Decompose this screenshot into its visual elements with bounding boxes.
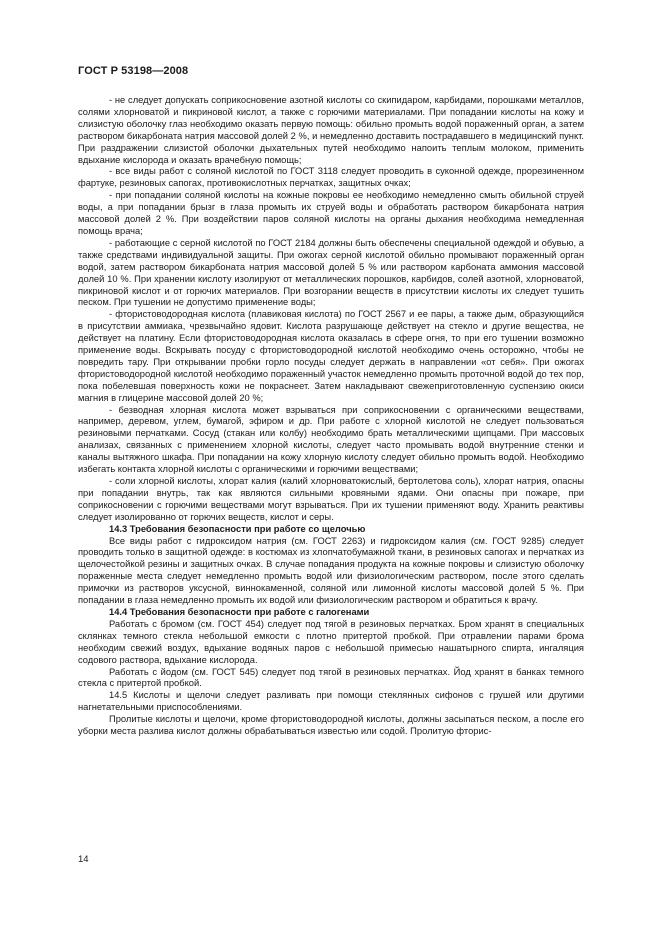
paragraph: Работать с бромом (см. ГОСТ 454) следует под тягой в резиновых перчатках. Бром хранят в специальных склянках темного стекла небольшой емкости с плотно притертой пробкой. При отравлении парами брома необходим свежий воздух, вдыхание водяных паров с небольшой примесью нашатырного спирта, ингаляция содового раствора, вдыхание кислорода. — [78, 618, 584, 665]
paragraph: Работать с йодом (см. ГОСТ 545) следует под тягой в резиновых перчатках. Йод хранят в банках темного стекла с притертой пробкой. — [78, 666, 584, 689]
page-number: 14 — [78, 854, 89, 865]
paragraph: - все виды работ с соляной кислотой по ГОСТ 3118 следует проводить в суконной одежде, прорезиненном фартуке, резиновых сапогах, противокислотных перчатках, защитных очках; — [78, 166, 584, 189]
paragraph: - при попадании соляной кислоты на кожные покровы ее необходимо немедленно смыть обильной струей воды, а при попадании брызг в глаза промыть их струей воды и обработать раствором бикарбоната натрия массовой долей 2 %. При воздействии паров соляной кислоты на органы дыхания необходима немедленная помощь врача; — [78, 190, 584, 236]
paragraph: Все виды работ с гидроксидом натрия (см. ГОСТ 2263) и гидроксидом калия (см. ГОСТ 9285) следует проводить только в защитной одежде: в костюмах из хлопчатобумажной ткани, в резиновых сапогах и перчатках из щелочестойкой резины и защитных очках. В случае попадания продукта на кожные покровы и слизистую оболочку пораженные места следует немедленно промыть водой или физиологическим раствором, после этого сделать примочки из растворов уксусной, виннокаменной, соляной или лимонной кислоты массовой долей 5 %. При попадании в глаза немедленно промыть их водой или физиологическим раствором и обратиться к врачу. — [78, 535, 584, 606]
document-body — [78, 95, 584, 738]
document-header: ГОСТ Р 53198—2008 — [78, 65, 189, 77]
section-heading-14-4: 14.4 Требования безопасности при работе с галогенами — [109, 606, 370, 617]
section-heading-14-3: 14.3 Требования безопасности при работе со щелочью — [109, 523, 366, 534]
paragraph: Пролитые кислоты и щелочи, кроме фтористоводородной кислоты, должны засыпаться песком, а после его уборки места разлива кислот должны обрабатываться известью или содой. Пролитую фторис- — [78, 714, 584, 737]
paragraph: - соли хлорной кислоты, хлорат калия (калий хлорноватокислый, бертолетова соль), хлорат натрия, опасны при попадании внутрь, так как являются сильными кровяными ядами. Они опасны при пожаре, при соприкосновении с горючими веществами могут взрываться. При их тушении применяют воду. Хранить реактивы следует изолированно от горючих веществ, кислот и серы. — [78, 476, 584, 522]
paragraph: - фтористоводородная кислота (плавиковая кислота) по ГОСТ 2567 и ее пары, а также дым, образующийся в присутствии аммиака, чрезвычайно ядовит. Кислота разрушающе действует на стекло и другие вещества, не действует на платину. Если фтористоводородная кислота оказалась в сфере огня, то при его тушении возможно применение воды. Вскрывать посуду с фтористоводородной кислотой необходимо очень осторожно, чтобы не повредить тару. При открывании пробки горло посуды следует держать в направлении «от себя». При ожогах фтористоводородной кислотой необходимо пораженный участок немедленно промыть проточной водой до тех пор, пока побелевшая поверхность кожи не покраснеет. Затем накладывают свежеприготовленную суспензию окиси магния в глицерине массовой долей 20 %; — [78, 309, 584, 403]
paragraph: - не следует допускать соприкосновение азотной кислоты со скипидаром, карбидами, порошками металлов, солями хлорноватой и пикриновой кислот, а также с горючими материалами. При попадании кислоты на кожу и слизистую оболочку глаз необходимо оказать первую помощь: обильно промыть водой пораженный орган, а затем раствором бикарбоната натрия массовой долей 2 %, и немедленно доставить пострадавшего в медицинский пункт. При раздражении слизистой оболочки дыхательных путей необходимо напоить теплым молоком, применить вдыхание кислорода и оказать врачебную помощь; — [78, 95, 584, 165]
paragraph-14-5: 14.5 Кислоты и щелочи следует разливать при помощи стеклянных сифонов с грушей или другими нагнетательными приспособлениями. — [78, 690, 584, 713]
paragraph: - безводная хлорная кислота может взрываться при соприкосновении с органическими веществами, например, деревом, углем, бумагой, эфиром и др. При работе с хлорной кислотой не следует пользоваться резиновыми перчатками. Сосуд (стакан или колбу) необходимо брать металлическими щипцами. При массовых анализах, связанных с применением хлорной кислоты, следует часто промывать водой внутренние стенки и каналы вытяжного шкафа. При попадании на кожу хлорную кислоту следует обильно промыть водой. Необходимо избегать контакта хлорной кислоты с органическими и горючими веществами; — [78, 404, 584, 475]
paragraph: - работающие с серной кислотой по ГОСТ 2184 должны быть обеспечены специальной одеждой и обувью, а также средствами индивидуальной защиты. При ожогах серной кислотой обильно промывают пораженный орган водой, затем раствором бикарбоната натрия массовой долей 5 % или раствором карбоната аммония массовой долей 10 %. При хранении кислоту изолируют от металлических порошков, карбидов, солей азотной, хлорноватой, пикриновой кислот и от горючих материалов. При возгорании веществ в присутствии кислоты их следует тушить песком. При тушении не допустимо применение воды; — [78, 237, 584, 308]
